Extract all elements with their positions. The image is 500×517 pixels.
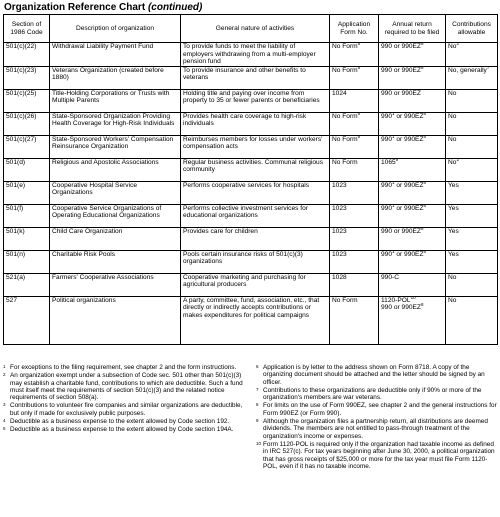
cell-form <box>330 112 379 135</box>
cell-form <box>330 158 379 181</box>
footnote-ref: 6 <box>357 64 361 70</box>
cell-contrib <box>446 40 498 67</box>
footnote-text: For exceptions to the filing requirement, see chapter 2 and the form instructions. <box>10 364 237 371</box>
cell-return <box>379 135 446 158</box>
cell-form <box>330 273 379 296</box>
footnote-ref: 6 <box>357 133 361 139</box>
return-value: 990-C <box>381 273 399 281</box>
cell-return <box>379 227 446 250</box>
cell-form <box>330 227 379 250</box>
cell-activities: To provide funds to meet the liability of employers withdrawing from a multi-employer pension fund <box>181 43 330 67</box>
contrib-value: No <box>448 158 457 166</box>
footnote-text: Although the organization files a partnership return, all distributions are deemed dividends. The members are not entitled to pass-through treatment of the organization's income or expenses. <box>263 418 488 440</box>
contrib-value: No <box>448 112 457 120</box>
cell-section: 527 <box>4 296 50 344</box>
cell-contrib <box>446 158 498 181</box>
footnote-ref: 8 <box>420 40 424 46</box>
return-value: 990 <box>381 135 393 143</box>
cell-description: Child Care Organization <box>50 227 181 250</box>
return-value-alt: or 990EZ <box>394 135 424 143</box>
footnote-text: An organization exempt under a subsection of Code sec. 501 other than 501(c)(3) may establish a charitable fund, contributions to which are deductible. Such a fund must itself meet the requirements of section 501(c)(3) and the related notice requirements of section 508(a). <box>10 372 243 402</box>
footnote-ref: 6 <box>357 110 361 116</box>
cell-form <box>330 40 379 67</box>
page-title <box>4 2 202 14</box>
footnote-number: 2 <box>3 372 6 378</box>
cell-contrib <box>446 204 498 227</box>
contrib-value: No <box>448 89 457 97</box>
footnote-text: Contributions to these organizations are deductible only if 90% or more of the organization's members are war veterans. <box>263 386 482 402</box>
footnote <box>3 418 244 425</box>
return-value: 990 or 990EZ <box>381 43 421 50</box>
header-section: Section of 1986 Code <box>4 15 50 43</box>
cell-activities: To provide insurance and other benefits to veterans <box>181 66 330 89</box>
table-row <box>4 250 498 273</box>
form-value: No Form <box>332 296 358 304</box>
form-value: 1023 <box>332 181 347 189</box>
footnote <box>256 387 497 402</box>
footnote-ref: 8 <box>423 110 427 116</box>
cell-return <box>379 112 446 135</box>
return-value-alt: 990 or 990EZ <box>381 304 421 312</box>
cell-contrib <box>446 112 498 135</box>
return-value: 990 <box>381 112 393 120</box>
cell-description: State-Sponsored Organization Providing Health Coverage for High-Risk Individuals <box>50 112 181 135</box>
cell-contrib <box>446 135 498 158</box>
footnote-ref: 6 <box>357 40 361 46</box>
reference-chart-table <box>3 14 498 345</box>
cell-contrib <box>446 227 498 250</box>
footnote-ref: 8 <box>423 133 427 139</box>
cell-section: 501(c)(22) <box>4 43 50 67</box>
cell-description: Farmers' Cooperative Associations <box>50 273 181 296</box>
return-value-alt: or 990EZ <box>394 204 424 212</box>
table-row <box>4 158 498 181</box>
footnote-ref: 7 <box>486 64 490 70</box>
cell-description: Cooperative Hospital Service Organizations <box>50 181 181 204</box>
cell-return <box>379 40 446 67</box>
form-value: 1023 <box>332 204 347 212</box>
header-activities: General nature of activities <box>181 15 330 43</box>
footnotes-right-column <box>256 364 497 471</box>
cell-contrib <box>446 296 498 344</box>
cell-section: 501(c)(25) <box>4 89 50 112</box>
cell-description: Veterans Organization (created before 1880) <box>50 66 181 89</box>
cell-section: 501(n) <box>4 250 50 273</box>
footnote-ref: 2 <box>456 156 459 162</box>
cell-form <box>330 89 379 112</box>
footnote-ref: 1 <box>392 133 395 139</box>
contrib-value: No <box>448 135 457 143</box>
cell-contrib <box>446 250 498 273</box>
footnote-ref: 8 <box>420 302 424 308</box>
cell-activities: Pools certain insurance risks of 501(c)(3) organizations <box>181 250 330 273</box>
footnote-ref: 1 <box>392 179 395 185</box>
return-line-2 <box>381 304 443 312</box>
form-value: No Form <box>332 135 358 143</box>
cell-contrib <box>446 89 498 112</box>
cell-return <box>379 66 446 89</box>
contrib-value: Yes <box>448 250 459 258</box>
footnote-number: 5 <box>3 426 6 432</box>
cell-activities: Holding title and paying over income from property to 35 or fewer parents or beneficiaries <box>181 89 330 112</box>
header-return: Annual return required to be filed <box>379 15 446 43</box>
table-header-row <box>4 15 498 43</box>
footnote <box>256 441 497 470</box>
footnote-text: Deductible as a business expense to the extent allowed by Code section 194A. <box>10 426 234 434</box>
contrib-value: No <box>448 273 457 281</box>
footnote-ref: 1 <box>392 202 395 208</box>
table-row <box>4 181 498 204</box>
footnote-number: 6 <box>256 364 259 369</box>
footnote-ref: 10 <box>410 294 416 300</box>
form-value: 1023 <box>332 250 347 258</box>
table-row <box>4 273 498 296</box>
return-value-alt: or 990EZ <box>394 181 424 189</box>
footnotes-left-column <box>3 364 244 435</box>
table-row <box>4 43 498 67</box>
table-body <box>4 40 498 345</box>
footnote-number: 9 <box>256 418 259 424</box>
footnote-number: 1 <box>3 364 6 369</box>
cell-activities: Reimburses members for losses under workers' compensation acts <box>181 135 330 158</box>
footnote-ref: 1 <box>392 248 395 254</box>
cell-description: Political organizations <box>50 296 181 344</box>
footnote-text: Contributions to volunteer fire companies and similar organizations are deductible, but only if made for exclusively public purposes. <box>10 402 243 417</box>
cell-section: 501(c)(27) <box>4 135 50 158</box>
footnote-ref: 2 <box>456 40 459 46</box>
form-value: 1024 <box>332 89 347 97</box>
contrib-value: Yes <box>448 181 459 189</box>
form-value: No Form <box>332 66 358 74</box>
header-description: Description of organization <box>50 15 181 43</box>
cell-return <box>379 296 446 344</box>
cell-contrib <box>446 273 498 296</box>
cell-activities: A party, committee, fund, association, etc., that directly or indirectly accepts contributions or makes expenditures for political campaigns <box>181 296 330 344</box>
cell-contrib <box>446 181 498 204</box>
cell-return <box>379 158 446 181</box>
cell-activities: Regular business activities. Communal religious community <box>181 158 330 181</box>
form-value: No Form <box>332 112 358 120</box>
footnote-text: Deductible as a business expense to the extent allowed by Code section 192. <box>10 418 230 426</box>
table-row <box>4 227 498 250</box>
cell-activities: Performs collective investment services for educational organizations <box>181 204 330 227</box>
footnote-ref: 1 <box>392 110 395 116</box>
contrib-value: Yes <box>448 204 459 212</box>
return-value: 990 or 990EZ <box>381 227 421 235</box>
cell-form <box>330 181 379 204</box>
footnote-ref: 8 <box>420 225 424 231</box>
footnote-number: 3 <box>3 402 6 408</box>
footnote-text: For limits on the use of Form 990EZ, see chapter 2 and the general instructions for Form 990EZ (or Form 990). <box>263 402 497 417</box>
form-value: 1023 <box>332 227 347 235</box>
cell-section: 501(e) <box>4 181 50 204</box>
cell-activities: Provides health care coverage to high-risk individuals <box>181 112 330 135</box>
header-form: Application Form No. <box>330 15 379 43</box>
footnote <box>3 426 244 433</box>
footnote-number: 8 <box>256 402 259 408</box>
cell-form <box>330 135 379 158</box>
cell-description: Religious and Apostolic Associations <box>50 158 181 181</box>
cell-section: 501(k) <box>4 227 50 250</box>
cell-form <box>330 250 379 273</box>
footnote <box>256 402 497 417</box>
footnote <box>3 372 244 401</box>
cell-activities: Provides care for children <box>181 227 330 250</box>
return-value: 990 <box>381 250 393 258</box>
cell-return <box>379 181 446 204</box>
footnote-number: 10 <box>256 440 262 446</box>
return-value-alt: or 990EZ <box>394 112 424 120</box>
return-value: 1065 <box>381 158 396 166</box>
footnote <box>256 364 497 386</box>
footnote-ref: 9 <box>395 156 399 162</box>
footnote-ref: 8 <box>420 64 424 70</box>
cell-form <box>330 66 379 89</box>
form-value: No Form <box>332 158 358 166</box>
header-contrib: Contributions allowable <box>446 15 498 43</box>
table-row <box>4 296 498 344</box>
cell-form <box>330 204 379 227</box>
footnote-ref: 8 <box>423 248 427 254</box>
contrib-value: No <box>448 43 457 50</box>
table-row <box>4 112 498 135</box>
return-value-alt: or 990EZ <box>394 250 424 258</box>
footnote <box>3 402 244 417</box>
form-value: No Form <box>332 43 358 50</box>
return-value: 990 or 990EZ <box>381 66 421 74</box>
footnote-number: 7 <box>256 386 259 392</box>
cell-form <box>330 296 379 344</box>
footnote-text: Application is by letter to the address shown on Form 8718. A copy of the organizing document should be attached and the letter should be signed by an officer. <box>263 364 485 386</box>
title-suffix: (continued) <box>147 2 203 13</box>
table-row <box>4 89 498 112</box>
footnote-number: 4 <box>3 418 6 424</box>
table-row <box>4 135 498 158</box>
return-value: 990 <box>381 204 393 212</box>
cell-description: State-Sponsored Workers' Compensation Reinsurance Organization <box>50 135 181 158</box>
footnote <box>3 364 244 371</box>
cell-description: Charitable Risk Pools <box>50 250 181 273</box>
cell-activities: Performs cooperative services for hospitals <box>181 181 330 204</box>
cell-return <box>379 250 446 273</box>
cell-section: 521(a) <box>4 273 50 296</box>
cell-description: Cooperative Service Organizations of Operating Educational Organizations <box>50 204 181 227</box>
cell-return <box>379 204 446 227</box>
form-value: 1028 <box>332 273 347 281</box>
title-main: Organization Reference Chart <box>4 2 146 13</box>
cell-return <box>379 273 446 296</box>
cell-section: 501(f) <box>4 204 50 227</box>
cell-contrib <box>446 66 498 89</box>
return-value: 1120-POL <box>381 296 411 304</box>
footnote-ref: 8 <box>423 179 427 185</box>
cell-description: Title-Holding Corporations or Trusts with Multiple Parents <box>50 89 181 112</box>
cell-section: 501(c)(23) <box>4 66 50 89</box>
contrib-value: No, generally <box>448 66 487 74</box>
cell-section: 501(d) <box>4 158 50 181</box>
table-row <box>4 204 498 227</box>
cell-activities: Cooperative marketing and purchasing for agricultural producers <box>181 273 330 296</box>
contrib-value: No <box>448 296 457 304</box>
cell-return <box>379 89 446 112</box>
footnote <box>256 418 497 440</box>
footnote-text: Form 1120-POL is required only if the organization had taxable income as defined in IRC 527(c). For tax years beginning after June 30, 2000, a political organization that has gross receipts of $25,000 or more for the tax year must file Form 1120-POL, even if it has no taxable income. <box>263 440 495 470</box>
cell-description: Withdrawal Liability Payment Fund <box>50 43 181 67</box>
return-value: 990 <box>381 181 393 189</box>
return-value: 990 or 990EZ <box>381 89 421 97</box>
contrib-value: Yes <box>448 227 459 235</box>
cell-section: 501(c)(26) <box>4 112 50 135</box>
footnote-ref: 8 <box>423 202 427 208</box>
table-row <box>4 66 498 89</box>
